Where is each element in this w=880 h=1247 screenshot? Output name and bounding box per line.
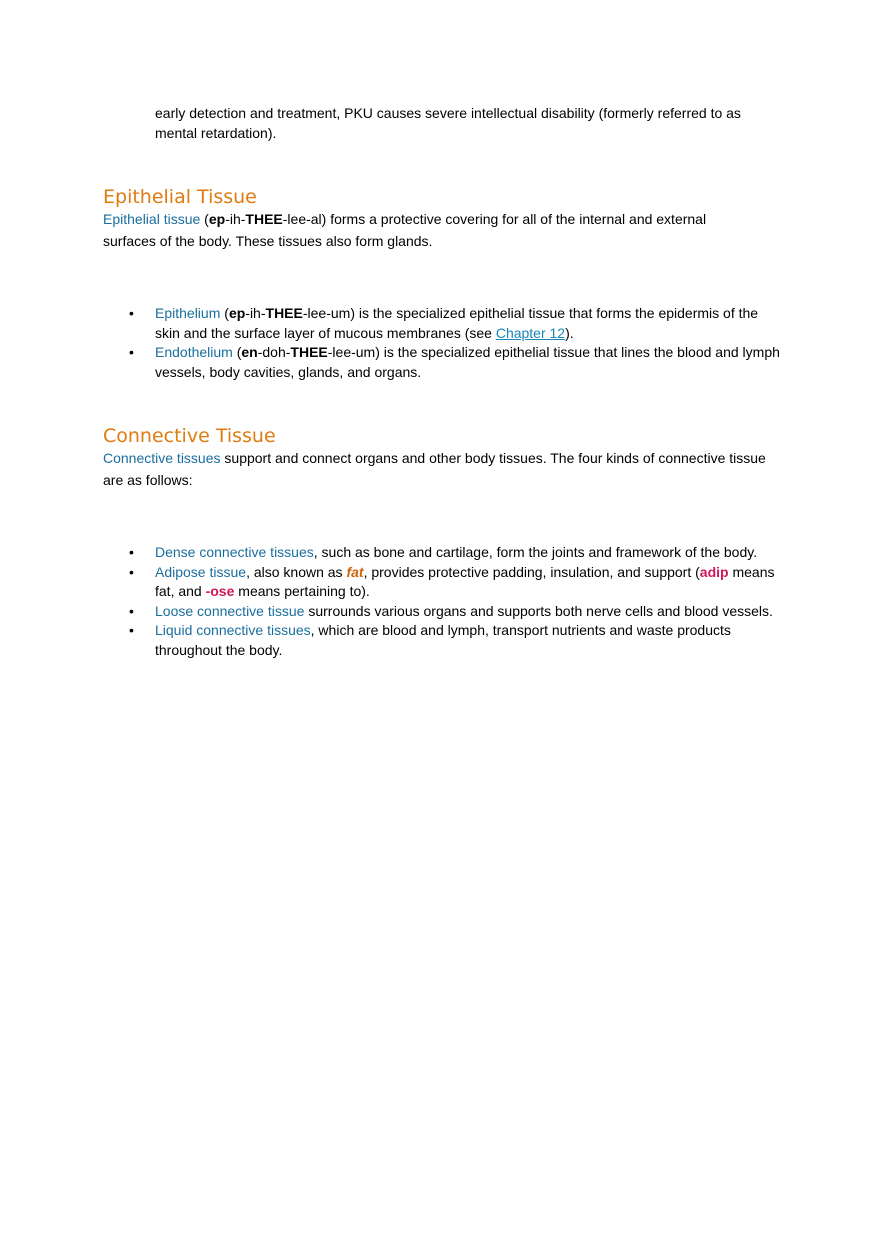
adipose-term: Adipose tissue <box>155 563 247 580</box>
epithelial-paragraph <box>103 208 753 252</box>
loose-term: Loose connective tissue <box>155 602 305 619</box>
list-item-loose <box>129 602 780 622</box>
bullet-icon: • <box>129 305 134 321</box>
pron-part: -ih- <box>245 305 266 321</box>
pron-open: ( <box>200 211 209 227</box>
connective-list <box>129 543 780 660</box>
pron-part: -ih- <box>225 211 246 227</box>
dense-definition: , such as bone and cartilage, form the joints and framework of the body. <box>313 544 758 560</box>
fat-term: fat <box>346 563 364 580</box>
pron-open: ( <box>232 344 242 360</box>
pron-stressed-2: THEE <box>245 211 283 227</box>
adipose-text-4: means pertaining to). <box>234 583 370 599</box>
adipose-text-3: means fat, and <box>155 563 775 599</box>
connective-heading: Connective Tissue <box>103 425 276 447</box>
adipose-text-2: , provides protective padding, insulation, and support ( <box>363 563 700 580</box>
epithelial-heading: Epithelial Tissue <box>103 186 257 208</box>
list-item-liquid <box>129 621 780 660</box>
bullet-icon: • <box>129 622 134 638</box>
epithelial-definition: -lee-al) forms a protective covering for all of the internal and external surfaces of the body. These tissues also form glands. <box>103 211 707 249</box>
pron-stressed-1: ep <box>228 305 246 321</box>
bullet-icon: • <box>129 602 134 619</box>
endothelium-term: Endothelium <box>155 344 233 360</box>
endothelium-definition: -lee-um) is the specialized epithelial tissue that lines the blood and lymph vessels, body cavities, glands, and organs. <box>155 344 780 380</box>
connective-tissues-term: Connective tissues <box>103 450 221 466</box>
bullet-icon: • <box>129 344 134 360</box>
adip-word-part: adip <box>699 563 729 580</box>
connective-definition: support and connect organs and other body tissues. The four kinds of connective tissue are as follows: <box>103 450 766 488</box>
pron-stressed-1: ep <box>208 211 226 227</box>
list-item-endothelium <box>129 343 780 382</box>
epithelium-term: Epithelium <box>155 305 221 321</box>
epithelial-tissue-term: Epithelial tissue <box>103 211 201 227</box>
list-item-adipose <box>129 563 780 602</box>
chapter-12-link[interactable]: Chapter 12 <box>495 324 566 341</box>
adipose-text-1: , also known as <box>246 563 347 580</box>
intro-paragraph: early detection and treatment, PKU causes severe intellectual disability (formerly referred to as mental retardation). <box>155 105 741 141</box>
liquid-term: Liquid connective tissues <box>155 622 311 638</box>
pron-stressed-2: THEE <box>265 305 303 321</box>
pron-open: ( <box>220 305 229 321</box>
pron-stressed-1: en <box>241 344 258 360</box>
ose-word-part: -ose <box>205 583 235 599</box>
liquid-definition: , which are blood and lymph, transport nutrients and waste products throughout the body. <box>155 622 731 658</box>
bullet-icon: • <box>129 544 134 560</box>
pron-stressed-2: THEE <box>290 344 328 360</box>
list-item-dense <box>129 543 780 563</box>
list-item-epithelium <box>129 304 780 343</box>
pron-part: -doh- <box>257 344 291 360</box>
loose-definition: surrounds various organs and supports both nerve cells and blood vessels. <box>304 602 773 619</box>
bullet-icon: • <box>129 563 134 580</box>
epithelium-definition: -lee-um) is the specialized epithelial tissue that forms the epidermis of the skin and the surface layer of mucous membranes (see <box>155 305 759 341</box>
close-paren: ). <box>565 324 574 341</box>
connective-paragraph <box>103 447 768 491</box>
epithelial-list <box>129 304 780 382</box>
dense-term: Dense connective tissues <box>155 544 314 560</box>
